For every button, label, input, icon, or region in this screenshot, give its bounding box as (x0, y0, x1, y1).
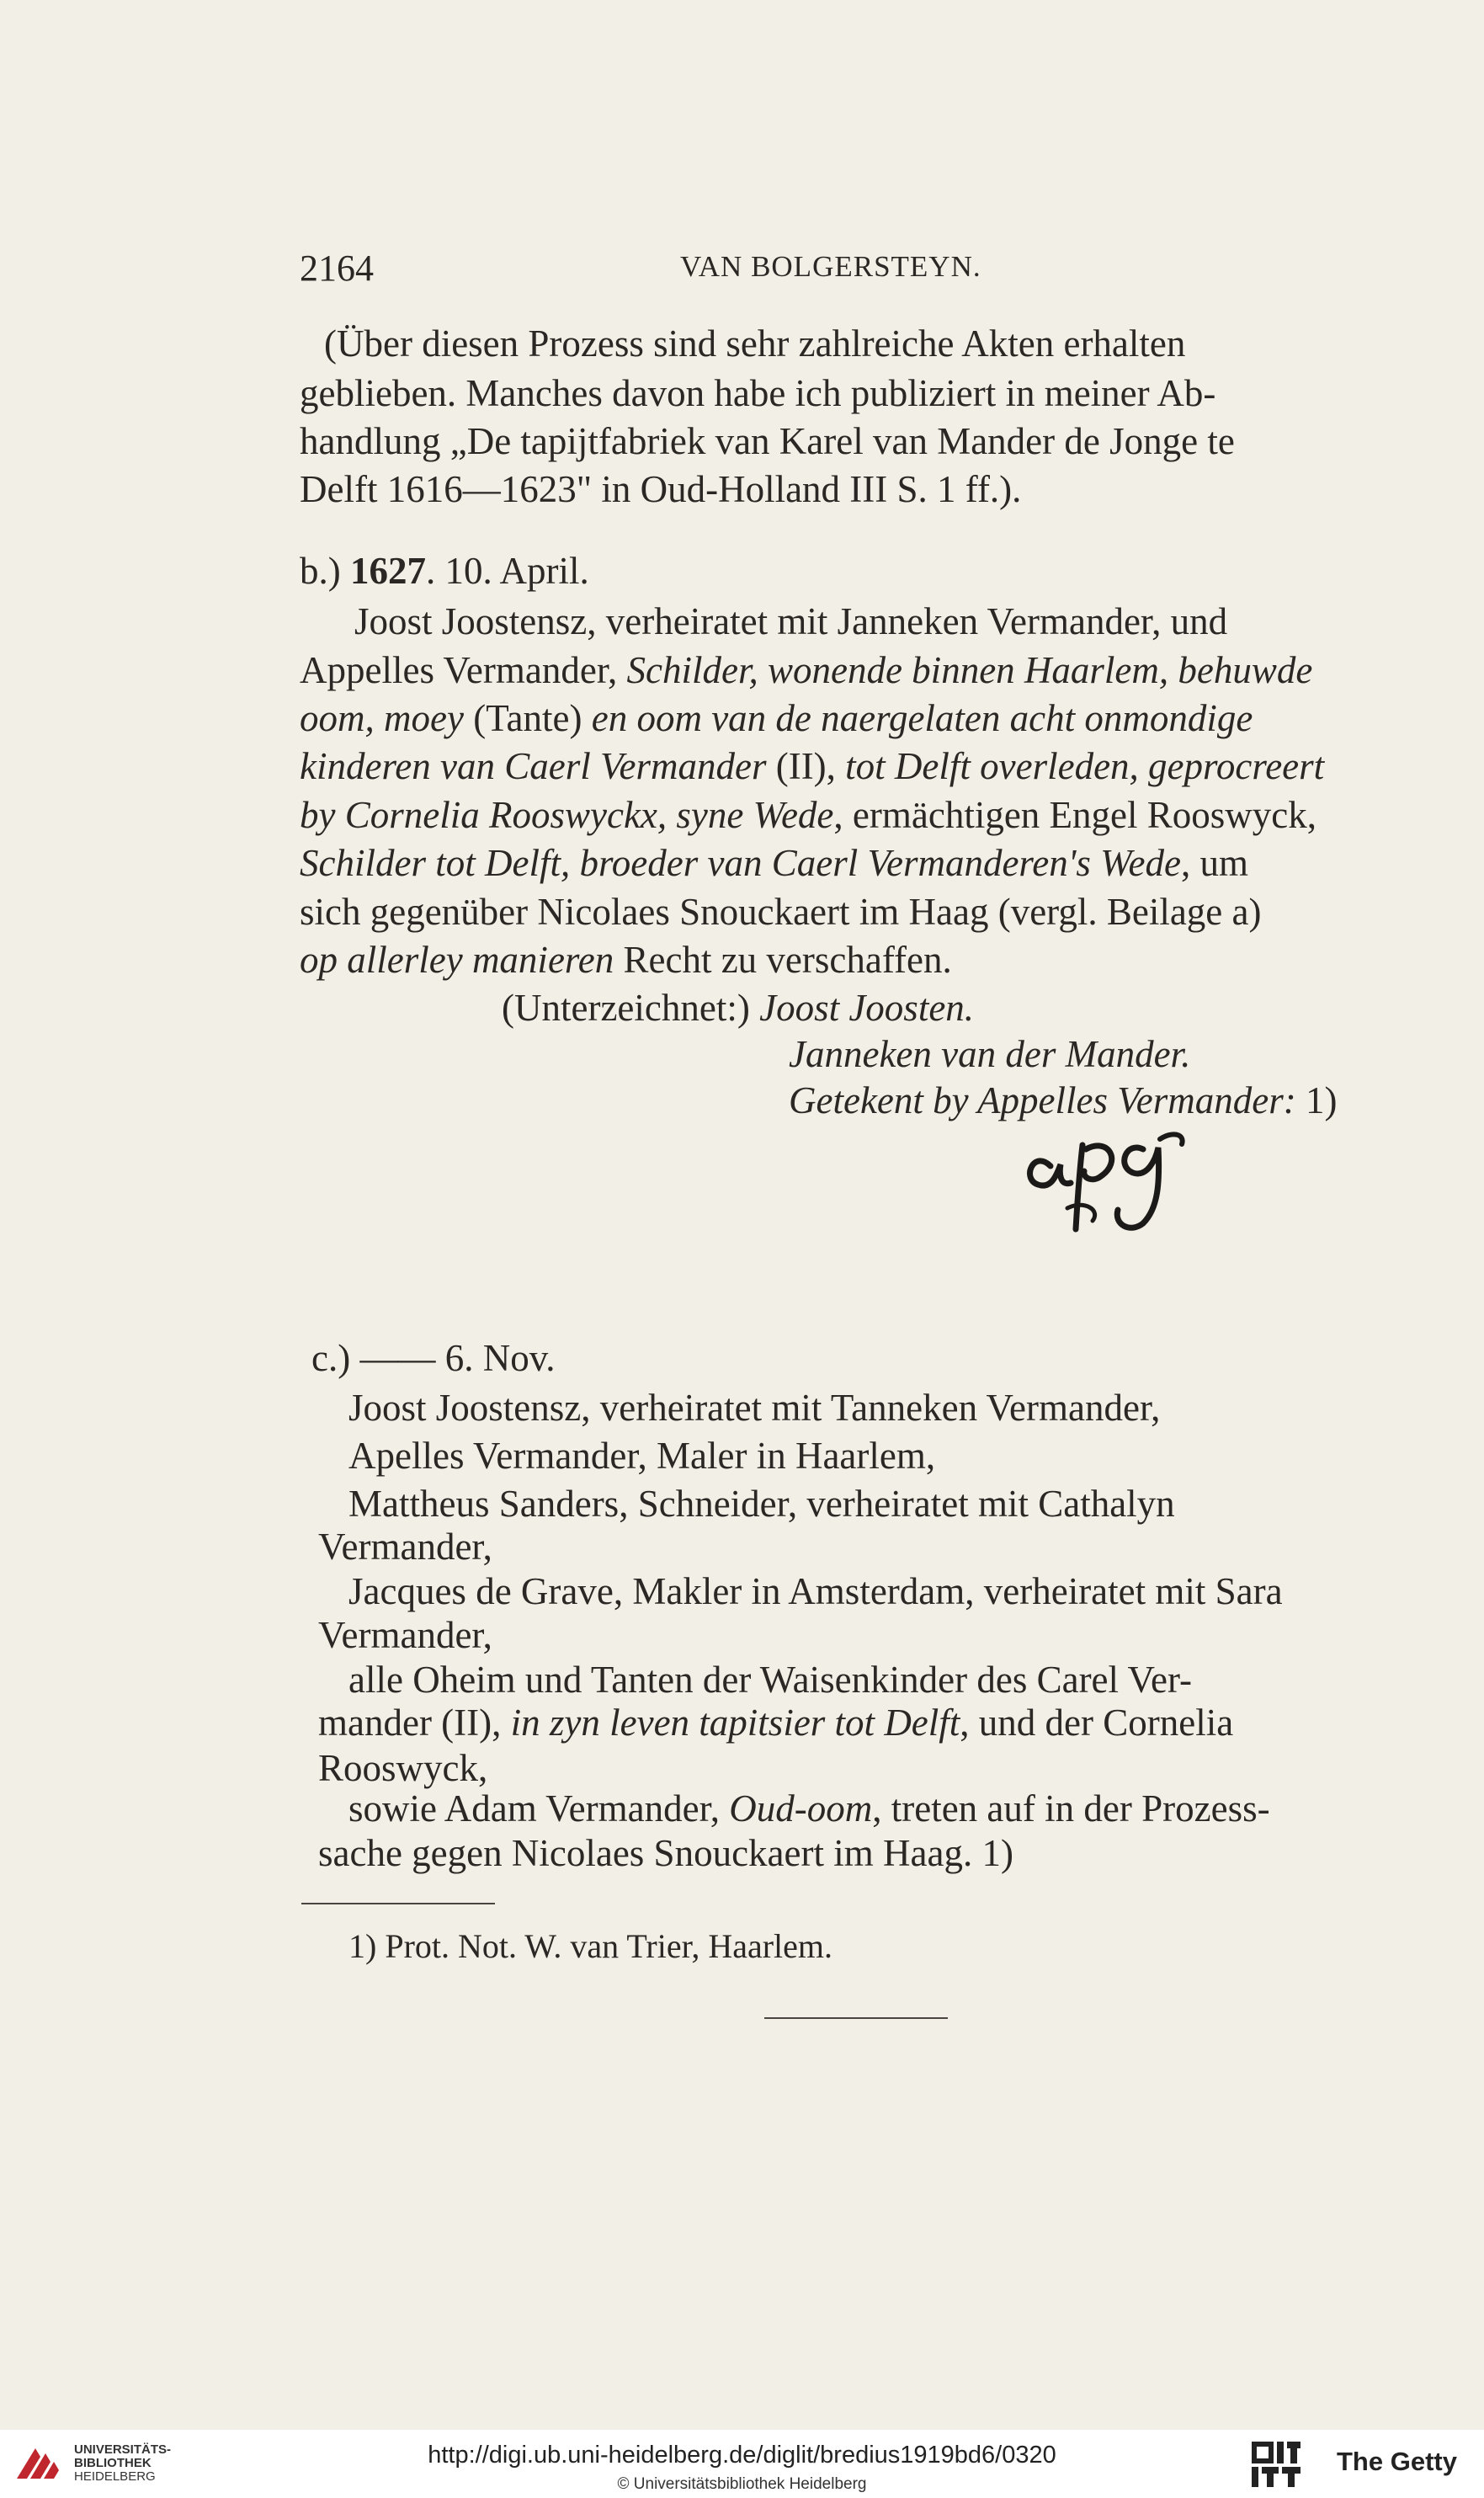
text-segment: en oom van de naergelaten acht onmondige (591, 697, 1253, 739)
text-segment: 1) (1295, 1079, 1338, 1121)
text-segment: Rooswyck, (318, 1747, 488, 1789)
text-segment: b.) (300, 550, 350, 592)
text-line (311, 1337, 556, 1379)
text-segment: , und der Cornelia (960, 1702, 1234, 1744)
text-line (348, 1485, 1175, 1523)
permalink-url[interactable]: http://digi.ub.uni-heidelberg.de/diglit/bredius1919bd6/0320 (428, 2442, 1056, 2469)
text-segment: , ermächtigen Engel Rooswyck, (833, 794, 1317, 836)
text-line (348, 1389, 1160, 1427)
text-segment: Vermander, (318, 1526, 492, 1568)
text-segment: . 10. April. (426, 550, 589, 592)
text-segment: Janneken van der Mander. (789, 1033, 1191, 1075)
text-segment: handlung „De tapijtfabriek van Karel van Mander de Jonge te (300, 420, 1235, 462)
text-line (318, 1747, 488, 1789)
text-segment: 1627 (350, 550, 426, 592)
text-segment: sache gegen Nicolaes Snouckaert im Haag. 1) (318, 1832, 1013, 1874)
footnote: 1) Prot. Not. W. van Trier, Haarlem. (348, 1927, 833, 1965)
text-line (502, 989, 974, 1027)
text-line (348, 1437, 935, 1475)
text-line (300, 697, 1253, 739)
text-segment: Mattheus Sanders, Schneider, verheiratet mit Cathalyn (348, 1483, 1175, 1525)
text-line (300, 420, 1235, 462)
getty-logo-icon (1248, 2438, 1304, 2490)
footer-bar (0, 2430, 1484, 2498)
text-segment: Oud-oom (729, 1787, 873, 1830)
copyright-notice: © Universitätsbibliothek Heidelberg (617, 2475, 867, 2493)
text-segment: Schilder tot Delft, broeder van Caerl Vermanderen's Wede (300, 842, 1181, 884)
text-line (324, 322, 1186, 365)
text-segment: geblieben. Manches davon habe ich publiziert in meiner Ab- (300, 372, 1216, 414)
text-segment: , um (1180, 842, 1248, 884)
text-segment: Apelles Vermander, Maler in Haarlem, (348, 1435, 936, 1477)
text-segment: Getekent by Appelles Vermander: (789, 1079, 1296, 1121)
text-segment: alle Oheim und Tanten der Waisenkinder des Carel Ver- (348, 1659, 1193, 1701)
text-line (789, 1079, 1338, 1121)
text-segment: sowie Adam Vermander, (348, 1787, 730, 1830)
text-line (348, 1787, 1270, 1830)
text-line (300, 745, 1325, 787)
signature-apg (1017, 1116, 1219, 1242)
text-segment: Vermander, (318, 1614, 492, 1656)
text-line (300, 468, 1022, 510)
text-segment: tot Delft overleden, geprocreert (845, 745, 1325, 787)
text-segment: Joost Joostensz, verheiratet mit Janneken Vermander, und (354, 600, 1228, 642)
text-segment: Joost Joostensz, verheiratet mit Tanneken Vermander, (348, 1387, 1161, 1429)
text-segment: sich gegenüber Nicolaes Snouckaert im Haag (vergl. Beilage a) (300, 891, 1262, 933)
text-line (300, 649, 1313, 691)
text-line (789, 1033, 1191, 1075)
text-line (300, 893, 1262, 931)
text-segment: Jacques de Grave, Makler in Amsterdam, verheiratet mit Sara (348, 1570, 1283, 1612)
text-segment: by Cornelia Rooswyckx, syne Wede (300, 794, 834, 836)
text-segment: Appelles Vermander, (300, 649, 627, 691)
text-segment: kinderen van Caerl Vermander (300, 745, 767, 787)
text-line (348, 1661, 1192, 1699)
text-line (300, 941, 952, 979)
text-segment: , treten auf in der Prozess- (872, 1787, 1270, 1830)
library-line-3: HEIDELBERG (74, 2469, 156, 2484)
page-number: 2164 (300, 248, 374, 289)
running-head: VAN BOLGERSTEYN. (680, 250, 981, 283)
text-segment: oom, moey (300, 697, 464, 739)
text-segment: (Über diesen Prozess sind sehr zahlreiche Akten erhalten (324, 322, 1186, 365)
text-line (318, 1528, 492, 1566)
text-segment: (Unterzeichnet:) (502, 987, 760, 1029)
getty-name: The Getty (1337, 2447, 1457, 2476)
text-line (300, 844, 1248, 882)
end-rule (764, 2017, 948, 2019)
text-line (300, 796, 1316, 834)
text-segment: in zyn leven tapitsier tot Delft (510, 1702, 960, 1744)
text-segment: Schilder, wonende binnen Haarlem, behuwde (626, 649, 1313, 691)
text-line (318, 1704, 1233, 1742)
text-segment: (II), (766, 745, 846, 787)
text-segment: c.) —— 6. Nov. (311, 1337, 556, 1379)
text-segment: op allerley manieren (300, 939, 614, 981)
library-line-2: BIBLIOTHEK (74, 2456, 152, 2470)
footnote-rule (301, 1903, 495, 1904)
text-segment: (Tante) (463, 697, 592, 739)
library-line-1: UNIVERSITÄTS- (74, 2442, 172, 2457)
text-line (354, 600, 1228, 642)
text-line (300, 372, 1216, 414)
text-segment: Joost Joosten. (759, 987, 975, 1029)
text-line (318, 1614, 492, 1656)
text-segment: mander (II), (318, 1702, 511, 1744)
text-line (300, 552, 589, 590)
text-segment: Recht zu verschaffen. (614, 939, 952, 981)
text-line (348, 1570, 1283, 1612)
text-segment: Delft 1616—1623" in Oud-Holland III S. 1 ff.). (300, 468, 1022, 510)
text-line (318, 1832, 1013, 1874)
